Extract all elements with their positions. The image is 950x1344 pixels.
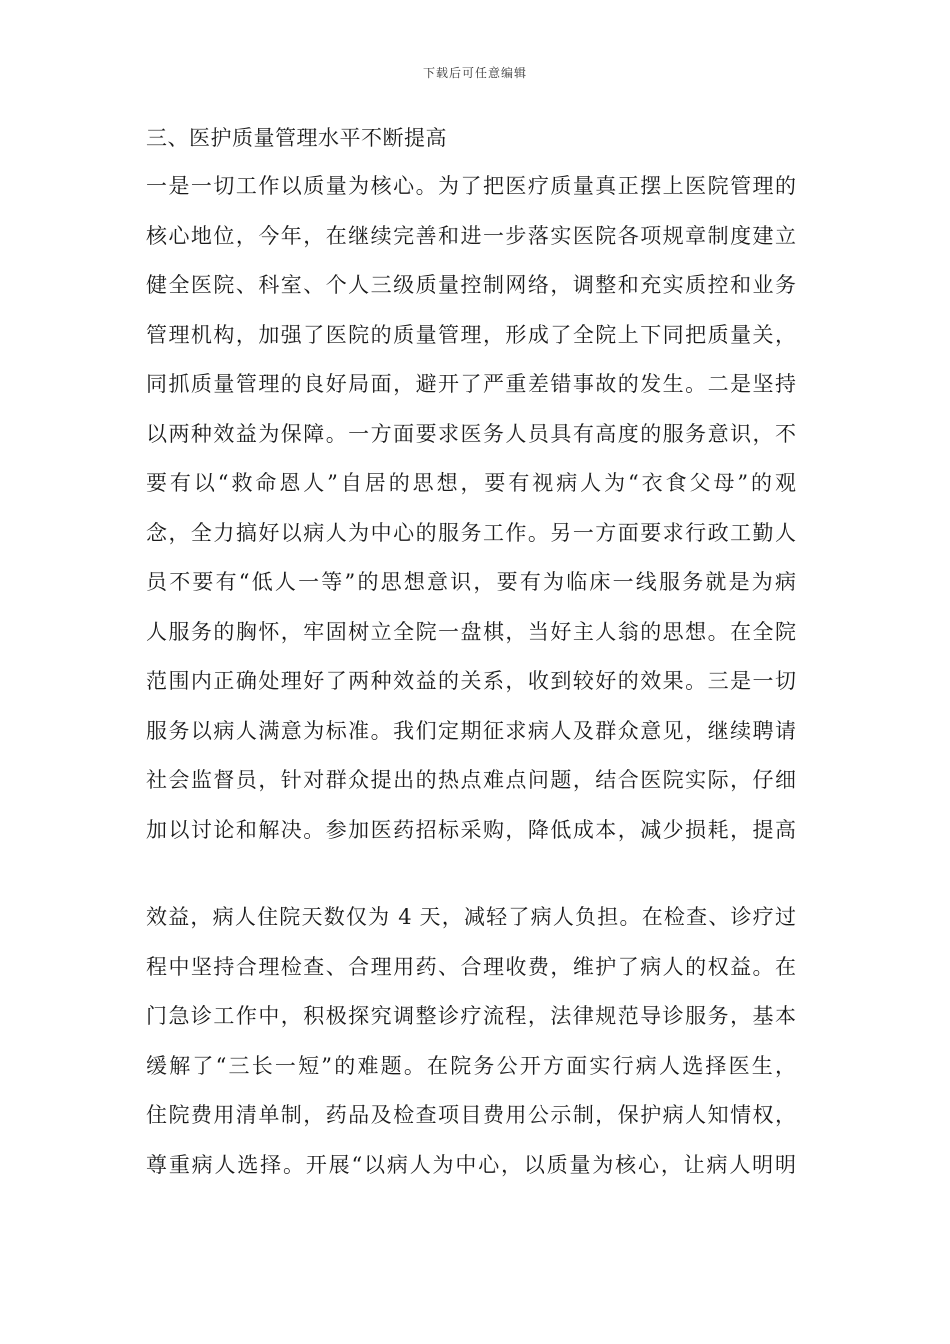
text-line: 核心地位，今年，在继续完善和进一步落实医院各项规章制度建立 [146, 223, 796, 248]
line-gap [146, 855, 796, 893]
text-line: 一是一切工作以质量为核心。为了把医疗质量真正摆上医院管理的 [146, 174, 796, 198]
text-line: 社会监督员，针对群众提出的热点难点问题，结合医院实际，仔细 [146, 768, 796, 792]
text-line: 范围内正确处理好了两种效益的关系，收到较好的效果。三是一切 [146, 669, 796, 693]
text-line: 门急诊工作中，积极探究调整诊疗流程，法律规范导诊服务，基本 [146, 1004, 796, 1028]
text-line: 念，全力搞好以病人为中心的服务工作。另一方面要求行政工勤人 [146, 520, 796, 545]
text-line: 效益，病人住院天数仅为 4 天，减轻了病人负担。在检查、诊疗过 [146, 905, 796, 929]
text-line: 服务以病人满意为标准。我们定期征求病人及群众意见，继续聘请 [146, 718, 796, 743]
text-line: 要有以“救命恩人”自居的思想，要有视病人为“衣食父母”的观 [146, 471, 796, 495]
text-line: 管理机构，加强了医院的质量管理，形成了全院上下同把质量关， [146, 322, 796, 347]
page-header: 下载后可任意编辑 [422, 66, 527, 80]
paragraph-block-1 [146, 162, 796, 855]
section-heading: 三、医护质量管理水平不断提高 [146, 126, 447, 150]
paragraph-block-2 [146, 893, 796, 1190]
text-line: 健全医院、科室、个人三级质量控制网络，调整和充实质控和业务 [146, 273, 796, 297]
text-line: 人服务的胸怀，牢固树立全院一盘棋，当好主人翁的思想。在全院 [146, 619, 796, 644]
text-line: 员不要有“低人一等”的思想意识，要有为临床一线服务就是为病 [146, 570, 796, 594]
text-line: 加以讨论和解决。参加医药招标采购，降低成本，减少损耗，提高 [146, 817, 796, 842]
text-line: 尊重病人选择。开展“以病人为中心，以质量为核心，让病人明明 [146, 1152, 796, 1177]
text-line: 住院费用清单制，药品及检查项目费用公示制，保护病人知情权， [146, 1103, 796, 1127]
text-line: 缓解了“三长一短”的难题。在院务公开方面实行病人选择医生， [146, 1053, 796, 1078]
text-line: 以两种效益为保障。一方面要求医务人员具有高度的服务意识，不 [146, 421, 796, 446]
text-line: 程中坚持合理检查、合理用药、合理收费，维护了病人的权益。在 [146, 954, 796, 979]
text-line: 同抓质量管理的良好局面，避开了严重差错事故的发生。二是坚持 [146, 372, 796, 396]
document-body [146, 114, 796, 1190]
